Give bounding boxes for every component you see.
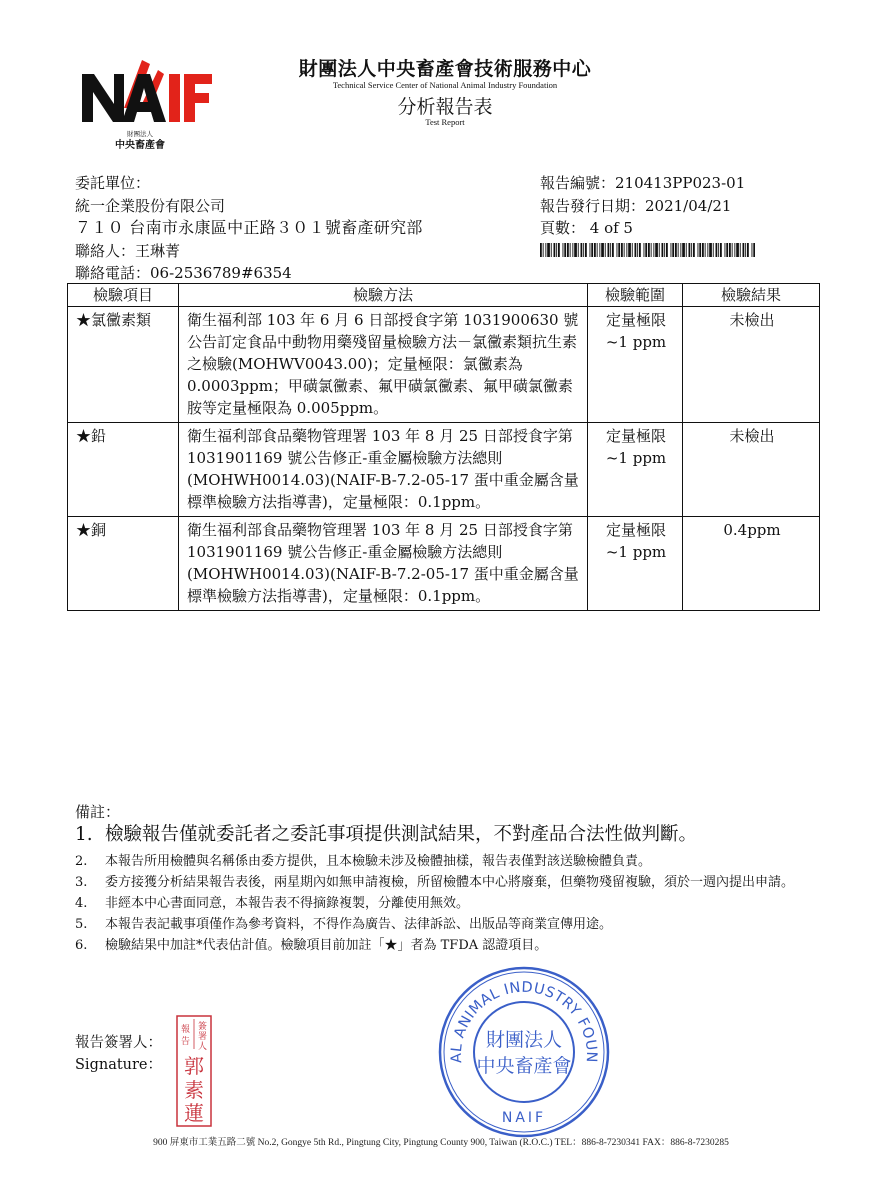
client-address: ７１０ 台南市永康區中正路３０１號畜產研究部 <box>75 218 423 237</box>
stamp-char: 簽 <box>197 1022 208 1032</box>
report-number: 報告編號：210413PP023-01 <box>540 174 746 192</box>
report-meta <box>540 172 745 240</box>
note-item <box>75 894 815 913</box>
client-unit-label: 委託單位： <box>75 174 151 192</box>
note-item <box>75 873 815 892</box>
naif-logo <box>80 56 220 151</box>
note-item <box>75 852 815 871</box>
row-method: 衛生福利部食品藥物管理署 103 年 8 月 25 日部授食字第 1031901169 號公告修正-重金屬檢驗方法總則(MOHWH0014.03)(NAIF-B-7.2-05-17 蛋中重金屬含量標準檢驗方法指導書)，定量極限：0.1ppm。 <box>179 423 588 517</box>
header-method: 檢驗方法 <box>179 284 588 307</box>
footer-address: 900 屏東市工業五路二號 No.2, Gongye 5th Rd., Pingtung City, Pingtung County 900, Taiwan (R.O.C.) TEL：886-8-7230341 FAX：886-8-7230285 <box>153 1138 729 1148</box>
row-result: 0.4ppm <box>683 517 820 611</box>
note-item <box>75 936 815 955</box>
note-text: 非經本中心書面同意，本報告表不得摘錄複製，分離使用無效。 <box>105 896 470 911</box>
client-info <box>75 172 423 285</box>
stamp-char: 報 <box>180 1025 191 1035</box>
seal-center-line2: 中央畜產會 <box>476 1055 572 1077</box>
seal-center-line1: 財團法人 <box>485 1029 563 1051</box>
report-pages: 頁數： 4 of 5 <box>540 219 633 237</box>
note-text: 檢驗結果中加註*代表估計值。檢驗項目前加註「★」者為 TFDA 認證項目。 <box>105 938 548 953</box>
row-range: 定量極限~1 ppm <box>588 307 683 423</box>
stamp-name-char: 郭 <box>184 1054 204 1078</box>
signature-label-en: Signature： <box>75 1057 163 1073</box>
signature-label-zh: 報告簽署人： <box>75 1035 162 1051</box>
note-number: 3. <box>75 875 88 890</box>
barcode <box>540 243 755 257</box>
row-range: 定量極限~1 ppm <box>588 517 683 611</box>
client-contact: 聯絡人：王琳菁 <box>75 241 181 260</box>
logo-sub-small: 財團法人 <box>127 130 153 138</box>
row-result: 未檢出 <box>683 423 820 517</box>
signature-stamp <box>176 1015 212 1127</box>
row-method: 衛生福利部食品藥物管理署 103 年 8 月 25 日部授食字第 1031901169 號公告修正-重金屬檢驗方法總則(MOHWH0014.03)(NAIF-B-7.2-05-17 蛋中重金屬含量標準檢驗方法指導書)，定量極限：0.1ppm。 <box>179 517 588 611</box>
header-result: 檢驗結果 <box>683 284 820 307</box>
org-title: 財團法人中央畜產會技術服務中心 <box>298 58 592 80</box>
note-number: 5. <box>75 917 88 932</box>
report-title: 分析報告表 <box>397 96 493 118</box>
note-number: 2. <box>75 854 88 869</box>
table-row <box>68 517 820 611</box>
row-result: 未檢出 <box>683 307 820 423</box>
row-item: ★銅 <box>68 517 179 611</box>
note-text: 本報告所用檢體與名稱係由委方提供，且本檢驗未涉及檢體抽樣，報告表僅對該送驗檢體負責。 <box>105 854 652 869</box>
signature-label <box>75 1032 162 1076</box>
note-text: 檢驗報告僅就委託者之委託事項提供測試結果，不對產品合法性做判斷。 <box>105 824 698 845</box>
table-row <box>68 307 820 423</box>
note-number: 6. <box>75 938 88 953</box>
stamp-char: 人 <box>197 1042 208 1052</box>
notes-heading: 備註： <box>75 803 121 821</box>
notes-list <box>75 822 815 957</box>
row-item: ★氯黴素類 <box>68 307 179 423</box>
note-item <box>75 822 815 848</box>
seal-ring-text: AL ANIMAL INDUSTRY FOUN <box>448 979 600 1064</box>
stamp-name-char: 素 <box>184 1078 204 1102</box>
table-row <box>68 423 820 517</box>
header-item: 檢驗項目 <box>68 284 179 307</box>
note-item <box>75 915 815 934</box>
row-range: 定量極限~1 ppm <box>588 423 683 517</box>
row-method: 衛生福利部 103 年 6 月 6 日部授食字第 1031900630 號公告訂定食品中動物用藥殘留量檢驗方法－氯黴素類抗生素之檢驗(MOHWV0043.00)；定量極限：氯黴素為 0.0003ppm；甲磺氯黴素、氟甲磺氯黴素、氟甲磺氯黴素胺等定量極限為 0.005ppm。 <box>179 307 588 423</box>
report-issue-date: 報告發行日期：2021/04/21 <box>540 196 732 215</box>
seal-bottom-text: NAIF <box>501 1110 547 1126</box>
client-phone: 聯絡電話：06-2536789#6354 <box>75 264 292 282</box>
note-number: 4. <box>75 896 88 911</box>
org-title-en: Technical Service Center of National Animal Industry Foundation <box>332 80 558 90</box>
note-number: 1. <box>75 824 93 845</box>
client-company: 統一企業股份有限公司 <box>75 196 226 215</box>
row-item: ★鉛 <box>68 423 179 517</box>
header-range: 檢驗範圍 <box>588 284 683 307</box>
stamp-char: 署 <box>197 1032 208 1042</box>
stamp-char: 告 <box>180 1037 191 1047</box>
stamp-name-char: 蓮 <box>184 1101 204 1125</box>
logo-sub: 中央畜產會 <box>115 140 165 151</box>
results-table <box>67 283 820 611</box>
table-header-row <box>68 284 820 307</box>
note-text: 本報告表記載事項僅作為參考資料，不得作為廣告、法律訴訟、出版品等商業宣傳用途。 <box>105 917 613 932</box>
report-title-en: Test Report <box>425 117 465 127</box>
note-text: 委方接獲分析結果報告表後，兩星期內如無申請複檢，所留檢體本中心將廢棄，但藥物殘留複驗，須於一週內提出申請。 <box>105 875 795 890</box>
foundation-seal <box>438 966 610 1138</box>
